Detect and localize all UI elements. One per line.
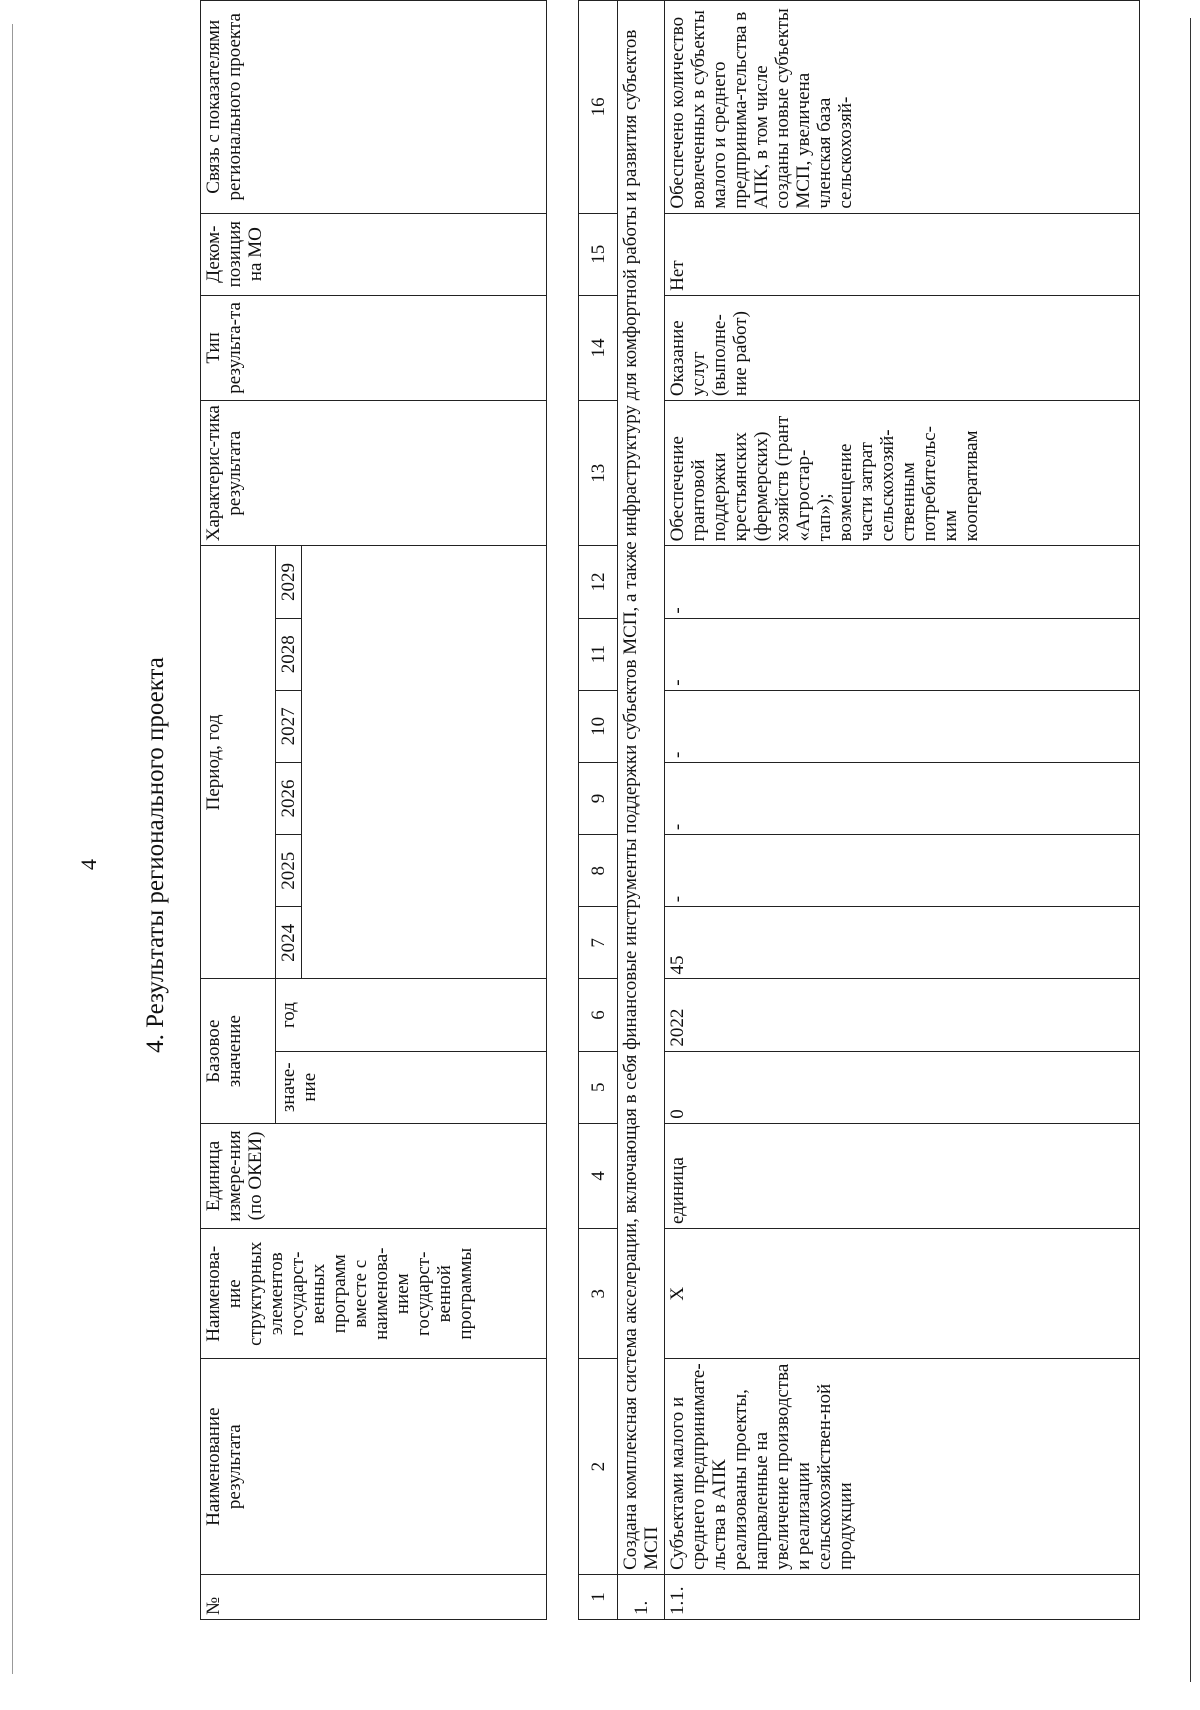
header-link: Связь с показателями регионального проекта: [201, 1, 547, 214]
row-characteristic: Обеспечение грантовой поддержки крестьянских (фермерских) хозяйств (грант «Агростар-тап»); возмещение части затрат сельскохозяй-ственным потребительс-ким кооперативам: [665, 401, 1140, 546]
col-number: 16: [579, 1, 618, 214]
row-base-year: 2022: [665, 979, 1140, 1051]
row-value-2024: 45: [665, 907, 1140, 979]
header-unit: Единица измере-ния (по ОКЕИ): [201, 1123, 547, 1228]
header-no: №: [201, 1574, 547, 1619]
section-title: 4. Результаты регионального проекта: [142, 657, 169, 1053]
header-period: Период, год: [201, 546, 276, 979]
col-number: 15: [579, 213, 618, 295]
col-number: 5: [579, 1051, 618, 1123]
row-value-2028: -: [665, 618, 1140, 690]
row-link: Обеспечено количество вовлеченных в субъекты малого и среднего предпринима-тельства в АПК, в том числе созданы новые субъекты МСП, увеличена членская база сельскохозяй-: [665, 1, 1140, 214]
row-unit: единица: [665, 1123, 1140, 1228]
col-number: 8: [579, 835, 618, 907]
column-number-row: [579, 1, 618, 1620]
header-year-2026: 2026: [276, 762, 302, 834]
header-period-blank: [302, 546, 547, 979]
col-number: 10: [579, 690, 618, 762]
page-number: 4: [76, 859, 101, 870]
col-number: 6: [579, 979, 618, 1051]
row-value-2026: -: [665, 762, 1140, 834]
table-row: [665, 1, 1140, 1620]
col-number: 13: [579, 401, 618, 546]
scan-edge-line: [12, 24, 13, 1674]
header-structural: Наименова-ние структурных элементов государст-венных программ вместе с наименова-нием государст-венной программы: [201, 1229, 547, 1359]
section-number: 1.: [618, 1574, 665, 1619]
scan-bottom-edge: [1190, 18, 1191, 1682]
header-base: Базовое значение: [201, 979, 276, 1123]
header-year-2028: 2028: [276, 618, 302, 690]
header-year-2029: 2029: [276, 546, 302, 618]
col-number: 3: [579, 1229, 618, 1359]
section-text: Создана комплексная система акселерации, включающая в себя финансовые инструменты поддержки субъектов МСП, а также инфраструктуру для комфортной работы и развития субъектов МСП: [618, 1, 665, 1575]
row-structural: X: [665, 1229, 1140, 1359]
col-number: 7: [579, 907, 618, 979]
header-base-year: год: [276, 979, 547, 1051]
results-table-header: [200, 0, 547, 1620]
header-name: Наименование результата: [201, 1359, 547, 1575]
header-year-2027: 2027: [276, 690, 302, 762]
row-value-2027: -: [665, 690, 1140, 762]
col-number: 9: [579, 762, 618, 834]
row-base-value: 0: [665, 1051, 1140, 1123]
section-row: [618, 1, 665, 1620]
header-type: Тип результа-та: [201, 295, 547, 400]
results-table-body: [578, 0, 1140, 1620]
row-number: 1.1.: [665, 1574, 1140, 1619]
row-type: Оказание услуг (выполне-ние работ): [665, 295, 1140, 400]
header-decomposition: Деком-позиция на МО: [201, 213, 547, 295]
row-name: Субъектами малого и среднего предпринимате-льства в АПК реализованы проекты, направленные на увеличение производства и реализации сельскохозяйствен-ной продукции: [665, 1359, 1140, 1575]
header-characteristic: Характерис-тика результата: [201, 401, 547, 546]
col-number: 1: [579, 1574, 618, 1619]
row-decomposition: Нет: [665, 213, 1140, 295]
header-year-2024: 2024: [276, 907, 302, 979]
col-number: 2: [579, 1359, 618, 1575]
row-value-2025: -: [665, 835, 1140, 907]
col-number: 12: [579, 546, 618, 618]
header-base-value: значе-ние: [276, 1051, 547, 1123]
col-number: 11: [579, 618, 618, 690]
header-year-2025: 2025: [276, 835, 302, 907]
col-number: 4: [579, 1123, 618, 1228]
col-number: 14: [579, 295, 618, 400]
row-value-2029: -: [665, 546, 1140, 618]
